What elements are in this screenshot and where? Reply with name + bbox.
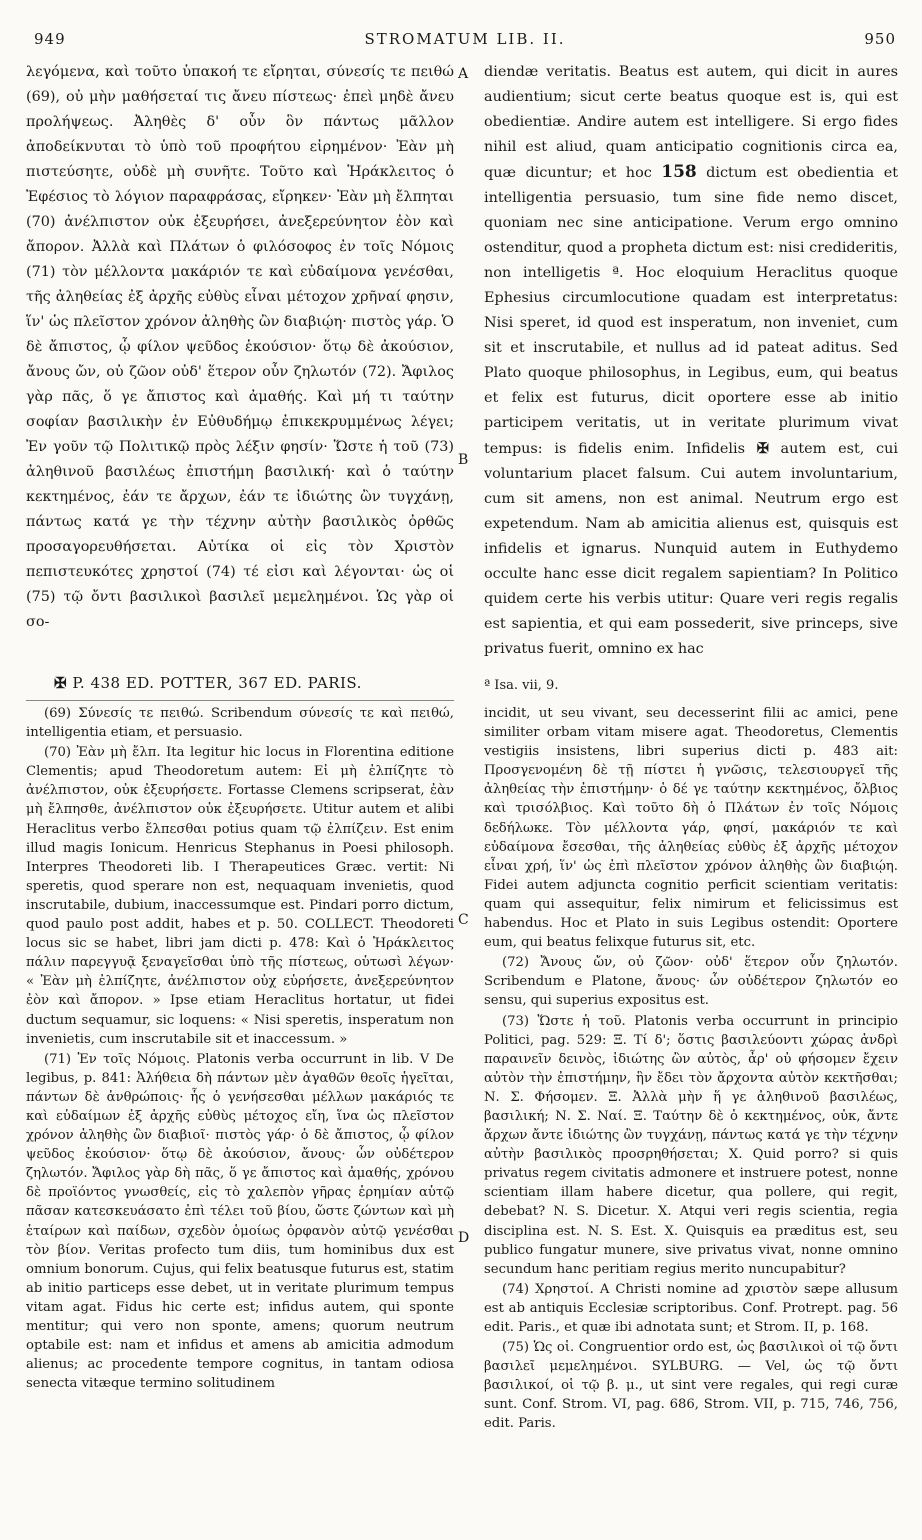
section-marker-b: B xyxy=(458,452,469,468)
footnote-divider xyxy=(26,700,454,701)
section-marker-c: C xyxy=(458,912,469,928)
page-number-right: 950 xyxy=(864,30,896,48)
footnote-a: ª Isa. vii, 9. xyxy=(484,678,559,693)
cross-pattee-icon: ✠ xyxy=(54,674,68,692)
note-71: (71) Ἐν τοῖς Νόμοις. Platonis verba occurrunt in lib. V De legibus, p. 841: Ἀλήθεια δὴ πάντων μὲν ἀγαθῶν θεοῖς ἡγεῖται, πάντων δὲ ἀνθρώποις· ἧς ὁ γενήσεσθαι μέλλων μακάριός τε καὶ εὐδαίμων ἐξ ἀρχῆς εὐθὺς μέτοχος εἴη, ἵνα ὡς πλεῖστον χρόνον ἀληθὴς ὢν διαβιοῖ· πιστὸς γάρ· ὁ δὲ ἄπιστος, ᾧ φίλον ψεῦδος ἑκούσιον· ὅτῳ δὲ ἀκούσιον, ἄνους· ὧν οὐδέτερον ζηλωτόν. Ἄφιλος γὰρ δὴ πᾶς, ὅ γε ἄπιστος καὶ ἀμαθής, χρόνου δὲ προϊόντος γνωσθείς, εἰς τὸ χαλεπὸν γῆρας ἐρημίαν αὑτῷ πᾶσαν κατεσκευάσατο ἐπὶ τέλει τοῦ βίου, ὥστε ζώντων καὶ μὴ ἑταίρων καὶ παίδων, σχεδὸν ὁμοίως ὀρφανὸν αὐτῷ γενέσθαι τὸν βίον. Veritas profecto tum diis, tum hominibus dux est omnium bonorum. Cujus, qui felix beatusque futurus est, statim ab initio particeps esse debet, ut in veritate plurimum tempus vitam agat. Fidus hic certe est; infidus autem, qui sponte mentitur; qui vero non sponte, amens; quorum neutrum optabile est: nam et infidus et amens ab amicitia admodum alienus; ac procedente tempore cognitus, in tantam odiosa senecta vitæque termino solitudinem xyxy=(26,1051,454,1392)
note-74: (74) Χρηστοί. A Christi nomine ad χριστὸν sæpe allusum est ab antiquis Ecclesiæ scriptoribus. Conf. Protrept. pag. 56 edit. Paris., et quæ ibi adnotata sunt; et Strom. II, p. 168. xyxy=(484,1281,898,1335)
notes-left-column xyxy=(26,704,454,1520)
note-75: (75) Ὡς οἱ. Congruentior ordo est, ὡς βασιλικοὶ οἱ τῷ ὄντι βασιλεῖ μεμελημένοι. SYLBURG. — Vel, ὡς τῷ ὄντι βασιλικοί, οἱ τῷ β. μ., ut sint vere regales, qui regi curæ sunt. Conf. Strom. VI, pag. 686, Strom. VII, p. 715, 746, 756, edit. Paris. xyxy=(484,1340,898,1432)
greek-paragraph: λεγόμενα, καὶ τοῦτο ὑπακοή τε εἴρηται, σύνεσίς τε πειθώ (69), οὐ μὴν μαθήσεταί τις ἄνευ πίστεως· ἐπεὶ μηδὲ ἄνευ προλήψεως. Ἀληθὲς δ' οὖν ὃν πάντως μᾶλλον ἀποδείκνυται τὸ ὑπὸ τοῦ προφήτου εἰρημένον· Ἐὰν μὴ πιστεύσητε, οὐδὲ μὴ συνῆτε. Τοῦτο καὶ Ἡράκλειτος ὁ Ἐφέσιος τὸ λόγιον παραφράσας, εἴρηκεν· Ἐὰν μὴ ἔλπηται (70) ἀνέλπιστον οὐκ ἐξευρήσει, ἀνεξερεύνητον ἐὸν καὶ ἄπορον. Ἀλλὰ καὶ Πλάτων ὁ φιλόσοφος ἐν τοῖς Νόμοις (71) τὸν μέλλοντα μακάριόν τε καὶ εὐδαίμονα γενέσθαι, τῆς ἀληθείας ἐξ ἀρχῆς εὐθὺς εἶναι μέτοχον χρῆναί φησιν, ἵν' ὡς πλεῖστον χρόνον ἀληθὴς ὢν διαβιῴη· πιστὸς γάρ. Ὁ δὲ ἄπιστος, ᾧ φίλον ψεῦδος ἑκούσιον· ὅτῳ δὲ ἀκούσιον, ἄνους ὤν, οὐ ζῶον οὐδ' ἕτερον οὖν ζηλωτόν (72). Ἄφιλος γὰρ πᾶς, ὅ γε ἄπιστος καὶ ἀμαθής. Καὶ μή τι ταύτην σοφίαν βασιλικὴν ἐν Εὐθυδήμῳ ἐπικεκρυμμένως λέγει; Ἐν γοῦν τῷ Πολιτικῷ πρὸς λέξιν φησίν· Ὥστε ἡ τοῦ (73) ἀληθινοῦ βασιλέως ἐπιστήμη βασιλική· καὶ ὁ ταύτην κεκτημένος, ἐάν τε ἄρχων, ἐάν τε ἰδιώτης ὢν τυγχάνῃ, πάντως κατά γε τὴν τέχνην αὐτὴν βασιλικὸς ὀρθῶς προσαγορευθήσεται. Αὐτίκα οἱ εἰς τὸν Χριστὸν πεπιστευκότες χρηστοί (74) τέ εἰσι καὶ λέγονται· ὡς οἱ (75) τῷ ὄντι βασιλικοὶ βασιλεῖ μεμελημένοι. Ὡς γὰρ οἱ σο- xyxy=(26,64,454,630)
latin-paragraph xyxy=(484,60,898,662)
edition-reference xyxy=(54,674,454,692)
note-71-continued: incidit, ut seu vivant, seu decesserint filii ac amici, pene similiter orbam vitam misere agat. Theodoretus, Clementis vestigiis insistens, libri superius dicti p. 483 ait: Προσγενομένη δὲ τῇ πίστει ἡ γνῶσις, τελεσιουργεῖ τῆς ἀληθείας τὴν ἐπιστήμην· ὁ δέ γε ταύτην κεκτημένος, ὄλβιος καὶ τρισόλβιος. Καὶ τοῦτο δὴ ὁ Πλάτων ἐν τοῖς Νόμοις δεδήλωκε. Τὸν μέλλοντα γάρ, φησί, μακάριόν τε καὶ εὐδαίμονα ἔσεσθαι, τῆς ἀληθείας εὐθὺς ἐξ ἀρχῆς μέτοχον εἶναι χρή, ἵν' ὡς ἐπὶ πλεῖστον χρόνον ἀληθὴς ὢν διαβιῴη. Fidei autem adjuncta cognitio perficit scientiam veritatis: quam qui assequitur, felix nimirum et felicissimus est habendus. Hoc et Plato in suis Legibus ostendit: Oportere eum, qui beatus felixque futurus sit, etc. xyxy=(484,706,898,951)
latin-text-part1: diendæ veritatis. Beatus est autem, qui dicit in aures audientium; sicut certe beatus quoque est is, qui est obedientiæ. Andire autem est intelligere. Si ergo fides nihil est aliud, quam anticipatio cognitionis circa ea, quæ dicuntur; et hoc xyxy=(484,64,898,181)
cross-pattee-icon: ✠ xyxy=(756,440,769,457)
latin-text-part3: autem est, cui voluntarium placet falsum. Cui autem involuntarium, cum sit amens, non est animal. Neutrum ergo est expetendum. Nam ab amicitia alienus est, quisquis est infidelis et ignarus. Nunquid autem in Euthydemo occulte hanc esse dicit regalem sapientiam? In Politico quidem certe his verbis utitur: Quare veri regis regalis est sapientia, et qui eam possederit, sive princeps, sive privatus fuerit, omnino ex hac xyxy=(484,441,898,657)
greek-main-text xyxy=(26,60,454,666)
page-number-left: 949 xyxy=(34,30,66,48)
edition-reference-text: P. 438 ED. POTTER, 367 ED. PARIS. xyxy=(72,674,362,692)
note-70: (70) Ἐὰν μὴ ἔλπ. Ita legitur hic locus in Florentina editione Clementis; apud Theodoretum autem: Εἰ μὴ ἐλπίζητε τὸ ἀνέλπιστον, οὐκ ἐξευρήσετε. Fortasse Clemens scripserat, ἐὰν μὴ ἔλπησθε, ἀνέλπιστον οὐκ ἐξευρήσετε. Utitur autem et alibi Heraclitus verbo ἔλπεσθαι potius quam τῷ ἐλπίζειν. Est enim illud magis Ionicum. Henricus Stephanus in Poesi philosoph. Interpres Theodoreti lib. I Therapeutices Græc. vertit: Ni speretis, quod sperare non est, nequaquam invenietis, quod inscrutabile, dubium, inaccessumque est. Pindari porro dictum, quod paulo post addit, habes et p. 50. COLLECT. Theodoreti locus sic se habet, libri jam dicti p. 478: Καὶ ὁ Ἡράκλειτος πάλιν παρεγγυᾷ ξεναγεῖσθαι ὑπὸ τῆς πίστεως, οὑτωσὶ λέγων· « Ἐὰν μὴ ἐλπίζητε, ἀνέλπιστον οὐχ εὑρήσετε, ἀνεξερεύνητον ἐὸν καὶ ἄπορον. » Ipse etiam Heraclitus hortatur, ut fidei ductum sequamur, sic loquens: « Nisi speretis, insperatum non invenietis, cum inscrutabile sit et inaccessum. » xyxy=(26,745,454,1047)
notes-right-column xyxy=(484,704,898,1520)
running-head xyxy=(34,30,896,52)
note-73: (73) Ὥστε ἡ τοῦ. Platonis verba occurrunt in principio Politici, pag. 529: Ξ. Τί δ'; ὅστις βασιλεύοντι χώρας ἀνδρὶ παραινεῖν δεινὸς, ἰδιώτης ὢν αὐτὸς, ἆρ' οὐ φήσομεν ἔχειν αὐτὸν τὴν ἐπιστήμην, ἣν ἔδει τὸν ἄρχοντα αὐτὸν κεκτῆσθαι; Ν. Σ. Φήσομεν. Ξ. Ἀλλὰ μὴν ἥ γε ἀληθινοῦ βασιλέως, βασιλική; Ν. Σ. Ναί. Ξ. Ταύτην δὲ ὁ κεκτημένος, οὐκ, ἄντε ἄρχων ἄντε ἰδιώτης ὢν τυγχάνῃ, πάντως κατά γε τὴν τέχνην αὐτὴν βασιλικὸς προσρηθήσεται; X. Quid porro? si quis privatus regem civitatis admonere et instruere potest, nonne scientiam illam habere dicetur, qua pollere, qui regit, debebat? N. S. Dicetur. X. Atqui veri regis scientia, regia disciplina est. N. S. Est. X. Quisquis ea præditus est, seu publico fungatur munere, sive privatus vivat, nonne omnino secundum hanc peritiam regius merito nuncupabitur? xyxy=(484,1013,898,1277)
section-number-158: 158 xyxy=(661,162,697,182)
note-69: (69) Σύνεσίς τε πειθώ. Scribendum σύνεσίς τε καὶ πειθώ, intelligentia etiam, et persuasio. xyxy=(26,706,454,741)
section-marker-d: D xyxy=(458,1230,470,1246)
latin-text-part2: dictum est obedientia et intelligentia persuasio, tum sine fide nemo discet, quoniam nec sine anticipatione. Verum ergo omnino ostenditur, quod a propheta dictum est: nisi credideritis, non intelligetis ª. Hoc eloquium Heraclitus quoque Ephesius circumlocutione quadam est interpretatus: Nisi speret, id quod est insperatum, non inveniet, cum sit et inscrutabile, et nullus ad id pateat aditus. Sed Plato quoque philosophus, in Legibus, eum, qui beatus et felix est futurus, dicit oportere esse ab initio participem veritatis, ut in veritate plurimum vivat tempus: is fidelis enim. Infidelis xyxy=(484,165,898,457)
section-marker-a: A xyxy=(458,66,469,82)
page-title: STROMATUM LIB. II. xyxy=(364,30,566,48)
note-72: (72) Ἄνους ὤν, οὐ ζῶον· οὐδ' ἕτερον οὖν ζηλωτόν. Scribendum e Platone, ἄνους· ὧν οὐδέτερον ζηλωτόν eo sensu, qui superius expositus est. xyxy=(484,955,898,1009)
latin-main-text xyxy=(484,60,898,666)
